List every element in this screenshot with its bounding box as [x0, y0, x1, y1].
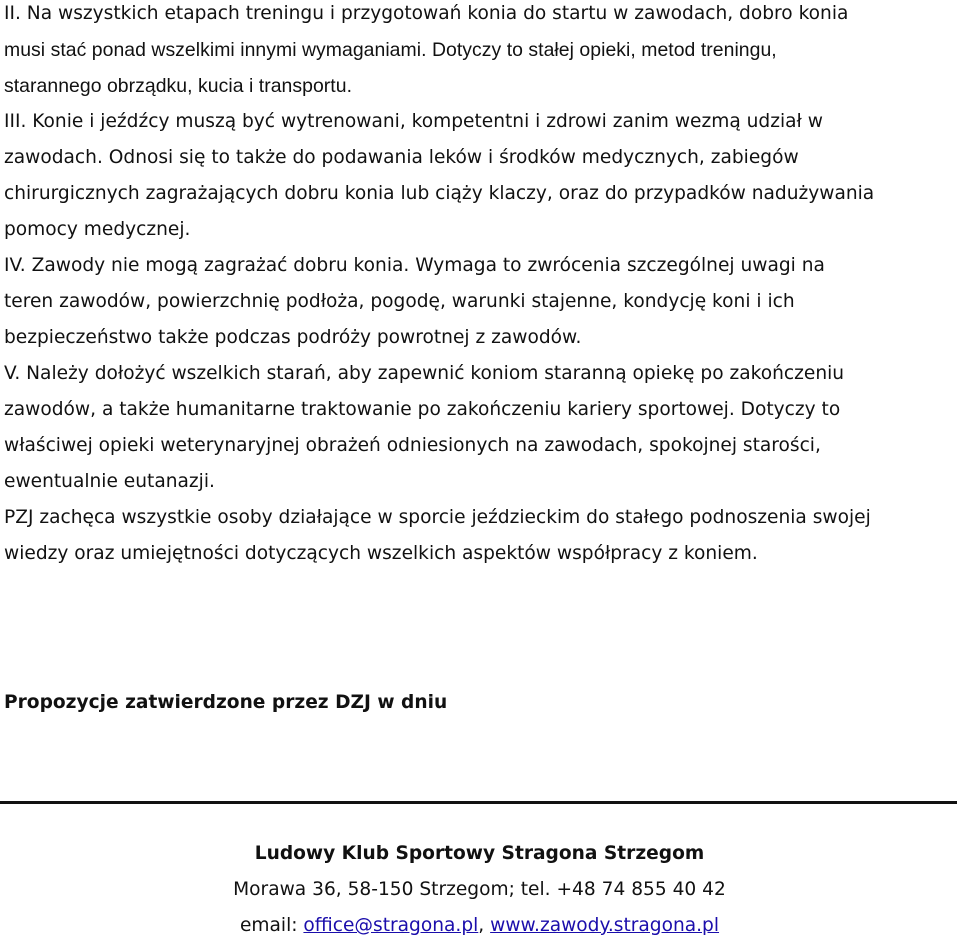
email-link[interactable]: office@stragona.pl	[303, 915, 479, 936]
email-prefix: email:	[239, 915, 304, 936]
horizontal-divider	[0, 801, 957, 804]
text-line: zawodów, a także humanitarne traktowanie po zakończeniu kariery sportowej. Dotyczy to	[4, 399, 841, 420]
website-link[interactable]: www.zawody.stragona.pl	[490, 915, 720, 936]
text-line: II. Na wszystkich etapach treningu i przygotowań konia do startu w zawodach, dobro konia	[4, 3, 849, 24]
text-line: bezpieczeństwo także podczas podróży powrotnej z zawodów.	[4, 327, 582, 348]
text-line: wiedzy oraz umiejętności dotyczących wszelkich aspektów współpracy z koniem.	[4, 543, 758, 564]
text-line: pomocy medycznej.	[4, 219, 191, 240]
text-line: starannego obrządku, kucia i transportu.	[4, 75, 353, 97]
text-line: PZJ zachęca wszystkie osoby działające w sporcie jeździeckim do stałego podnoszenia swojej	[4, 507, 871, 528]
text-line: zawodach. Odnosi się to także do podawania leków i środków medycznych, zabiegów	[4, 147, 799, 168]
text-line: teren zawodów, powierzchnię podłoża, pogodę, warunki stajenne, kondycję koni i ich	[4, 291, 795, 312]
contact-separator: ,	[478, 915, 491, 936]
text-line: musi stać ponad wszelkimi innymi wymaganiami. Dotyczy to stałej opieki, metod treningu,	[4, 39, 777, 61]
club-address: Morawa 36, 58-150 Strzegom; tel. +48 74 855 40 42	[233, 879, 726, 900]
text-line: V. Należy dołożyć wszelkich starań, aby zapewnić koniom staranną opiekę po zakończeniu	[4, 363, 845, 384]
paragraph-pzj	[4, 500, 954, 572]
paragraph-rule-v	[4, 356, 954, 500]
paragraph-rule-ii	[4, 0, 954, 104]
approval-label: Propozycje zatwierdzone przez DZJ w dniu	[4, 692, 448, 713]
paragraph-rule-iv	[4, 248, 954, 356]
document-body	[4, 0, 954, 572]
paragraph-rule-iii	[4, 104, 954, 248]
text-line: ewentualnie eutanazji.	[4, 471, 215, 492]
text-line: IV. Zawody nie mogą zagrażać dobru konia. Wymaga to zwrócenia szczególnej uwagi na	[4, 255, 825, 276]
text-line: chirurgicznych zagrażających dobru konia lub ciąży klaczy, oraz do przypadków nadużywania	[4, 183, 875, 204]
footer	[0, 836, 959, 944]
club-name: Ludowy Klub Sportowy Stragona Strzegom	[254, 843, 705, 864]
text-line: III. Konie i jeźdźcy muszą być wytrenowani, kompetentni i zdrowi zanim wezmą udział w	[4, 111, 823, 132]
text-line: właściwej opieki weterynaryjnej obrażeń odniesionych na zawodach, spokojnej starości,	[4, 435, 821, 456]
